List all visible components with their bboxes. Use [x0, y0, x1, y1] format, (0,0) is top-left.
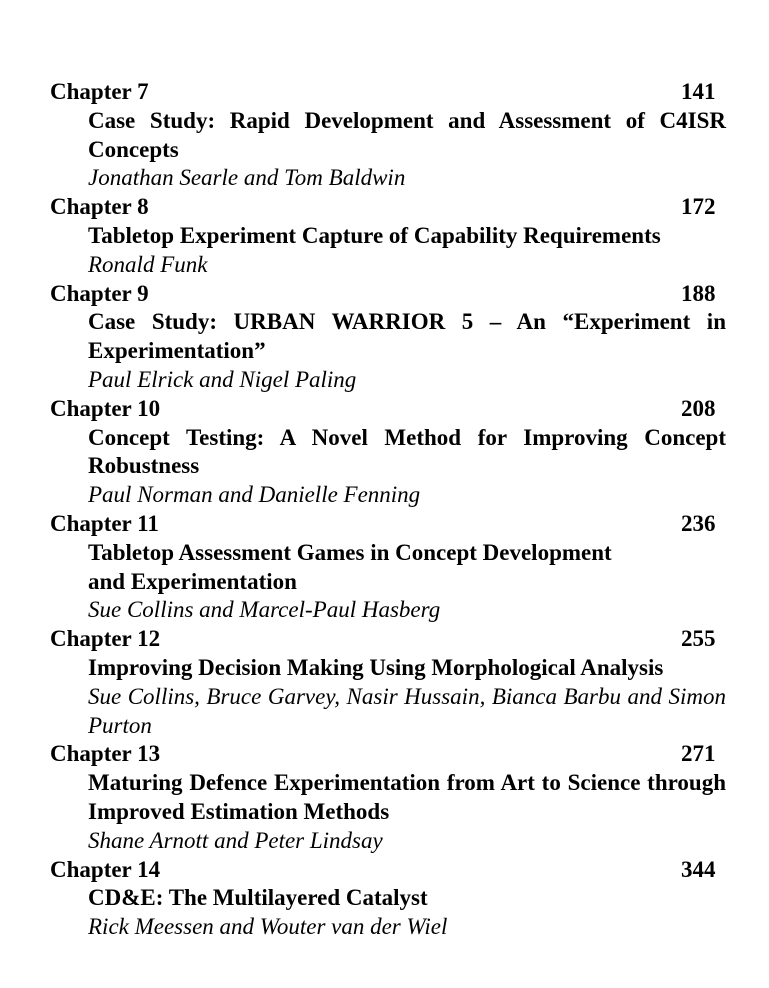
toc-entry-chapter-11: [50, 510, 726, 625]
chapter-authors: Paul Norman and Danielle Fenning: [88, 482, 421, 508]
chapter-authors: Rick Meessen and Wouter van der Wiel: [88, 914, 448, 940]
chapter-authors: Jonathan Searle and Tom Baldwin: [88, 165, 406, 191]
chapter-label: Chapter 14: [50, 856, 161, 882]
chapter-page-number: 344: [681, 856, 716, 882]
toc-entry-chapter-8: [50, 193, 726, 279]
chapter-label: Chapter 10: [50, 395, 161, 421]
chapter-title: Concept Testing: A Novel Method for Improving Concept Robustness: [88, 424, 726, 479]
chapter-label: Chapter 9: [50, 280, 149, 306]
chapter-label: Chapter 12: [50, 626, 161, 652]
chapter-title: Case Study: Rapid Development and Assessment of C4ISR Concepts: [88, 107, 726, 162]
chapter-title: CD&E: The Multilayered Catalyst: [88, 885, 428, 911]
chapter-heading-line: [50, 280, 726, 309]
chapter-authors: Paul Elrick and Nigel Paling: [88, 366, 357, 392]
chapter-page-number: 188: [681, 280, 716, 306]
chapter-page-number: 141: [681, 79, 716, 104]
chapter-heading-line: [50, 510, 726, 539]
chapter-heading-line: [50, 78, 726, 107]
chapter-page-number: 208: [681, 395, 716, 421]
toc-entry-chapter-14: [50, 856, 726, 942]
chapter-authors: Sue Collins, Bruce Garvey, Nasir Hussain, Bianca Barbu and Simon Purton: [88, 683, 726, 738]
chapter-title-line-2: and Experimentation: [88, 568, 297, 594]
chapter-heading-line: [50, 740, 726, 769]
chapter-title: Case Study: URBAN WARRIOR 5 – An “Experiment in Experimentation”: [88, 309, 726, 364]
chapter-page-number: 271: [681, 741, 716, 767]
toc-entry-chapter-7: [50, 78, 726, 193]
chapter-heading-line: [50, 625, 726, 654]
chapter-title: Improving Decision Making Using Morphological Analysis: [88, 654, 664, 680]
chapter-authors: Shane Arnott and Peter Lindsay: [88, 827, 383, 853]
toc-entry-chapter-10: [50, 395, 726, 510]
chapter-title: Tabletop Experiment Capture of Capability Requirements: [88, 222, 661, 248]
chapter-page-number: 255: [681, 626, 716, 652]
toc-entry-chapter-12: [50, 625, 726, 740]
chapter-heading-line: [50, 193, 726, 222]
chapter-label: Chapter 7: [50, 79, 149, 104]
chapter-authors: Sue Collins and Marcel-Paul Hasberg: [88, 597, 441, 623]
chapter-page-number: 172: [681, 194, 716, 220]
chapter-heading-line: [50, 395, 726, 424]
toc-entry-chapter-9: [50, 280, 726, 395]
chapter-label: Chapter 8: [50, 194, 149, 220]
chapter-heading-line: [50, 856, 726, 885]
chapter-title-line-1: Tabletop Assessment Games in Concept Development: [88, 539, 612, 565]
table-of-contents: [50, 78, 726, 942]
chapter-title: Maturing Defence Experimentation from Art to Science through Improved Estimation Methods: [88, 770, 726, 824]
chapter-label: Chapter 13: [50, 741, 161, 767]
chapter-label: Chapter 11: [50, 510, 159, 536]
chapter-authors: Ronald Funk: [88, 251, 208, 277]
toc-entry-chapter-13: [50, 740, 726, 855]
chapter-page-number: 236: [681, 510, 716, 536]
